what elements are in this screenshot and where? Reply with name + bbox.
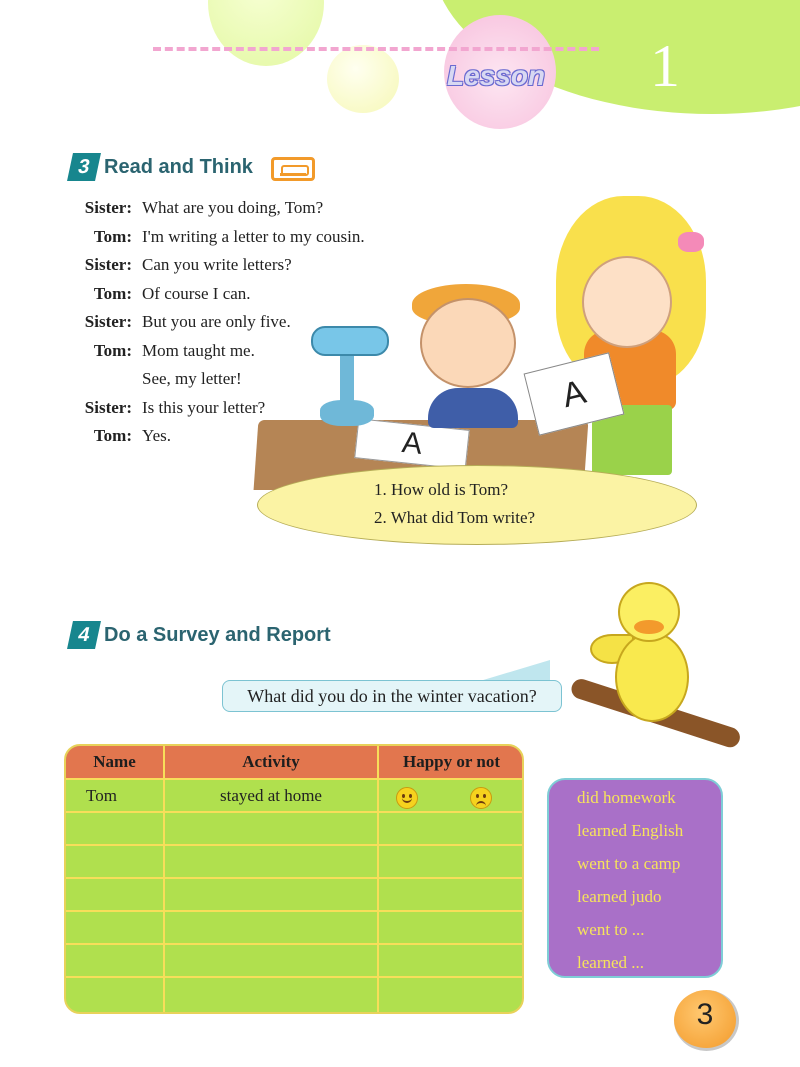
- table-row-empty[interactable]: [66, 912, 522, 945]
- hair-bow-illustration: [678, 232, 704, 252]
- phrase-item: went to ...: [577, 920, 645, 939]
- phrase-item: went to a camp: [577, 854, 681, 873]
- speaker: Sister:: [84, 255, 132, 275]
- desk-paper: A: [354, 418, 470, 469]
- cell-activity: stayed at home: [220, 785, 322, 805]
- section-3-badge: 3: [67, 153, 101, 181]
- line-text: Is this your letter?: [142, 397, 266, 417]
- speaker: Tom:: [93, 340, 132, 360]
- question-2: 2. What did Tom write?: [374, 508, 536, 527]
- cassette-icon[interactable]: [271, 157, 315, 181]
- lesson-label: Lesson: [447, 60, 546, 91]
- speech-bubble: What did you do in the winter vacation?: [222, 680, 562, 712]
- table-row-empty[interactable]: [66, 879, 522, 912]
- dialogue-line: [64, 251, 365, 280]
- speaker: Sister:: [84, 397, 132, 417]
- phrase-item: learned English: [577, 821, 684, 840]
- questions-oval: [257, 465, 697, 545]
- section-4-title: Do a Survey and Report: [104, 624, 331, 646]
- header-name: Name: [93, 752, 136, 771]
- line-text: Mom taught me.: [142, 340, 255, 360]
- table-row: [66, 780, 522, 813]
- table-row-empty[interactable]: [66, 813, 522, 846]
- section-4-badge: 4: [67, 621, 101, 649]
- bird-beak-illustration: [634, 620, 664, 634]
- happy-face-icon[interactable]: [396, 787, 418, 809]
- phrase-box: [547, 778, 723, 978]
- line-text: I'm writing a letter to my cousin.: [142, 226, 365, 246]
- section-3-title: Read and Think: [104, 156, 253, 178]
- decor-circle: [327, 45, 399, 113]
- lamp-illustration: [320, 400, 374, 426]
- line-text: What are you doing, Tom?: [142, 198, 324, 218]
- table-row-empty[interactable]: [66, 846, 522, 879]
- survey-table: [64, 744, 524, 1014]
- line-text: Of course I can.: [142, 283, 251, 303]
- line-text: Can you write letters?: [142, 255, 292, 275]
- decor-circle: [208, 0, 324, 66]
- speaker: Tom:: [93, 283, 132, 303]
- speaker: Sister:: [84, 198, 132, 218]
- dialogue-line: [64, 280, 365, 309]
- speaker: Tom:: [93, 426, 132, 446]
- phrase-item: did homework: [577, 788, 676, 807]
- line-text: Yes.: [142, 426, 171, 446]
- phrase-item: learned ...: [577, 953, 645, 972]
- girl-face-illustration: [582, 256, 672, 348]
- boy-body-illustration: [428, 388, 518, 428]
- dialogue-line: [64, 194, 365, 223]
- header-dashed-line: [153, 47, 599, 51]
- lamp-illustration: [311, 326, 389, 356]
- column-divider: [163, 746, 165, 1012]
- header-activity: Activity: [242, 752, 300, 771]
- boy-face-illustration: [420, 298, 516, 388]
- cell-name: Tom: [86, 785, 117, 805]
- header-happy: Happy or not: [403, 752, 500, 771]
- table-row-empty[interactable]: [66, 945, 522, 978]
- lesson-number: 1: [650, 33, 680, 99]
- question-1: 1. How old is Tom?: [374, 480, 509, 499]
- page-number: 3: [696, 998, 714, 1031]
- dialogue-line: [64, 365, 365, 394]
- held-paper: A: [524, 352, 625, 435]
- line-text: See, my letter!: [142, 369, 242, 389]
- bird-illustration: [615, 632, 689, 722]
- phrase-item: learned judo: [577, 887, 662, 906]
- speaker: Tom:: [93, 226, 132, 246]
- dialogue-line: [64, 223, 365, 252]
- speaker: Sister:: [84, 312, 132, 332]
- table-header: [66, 746, 522, 780]
- column-divider: [377, 746, 379, 1012]
- sad-face-icon[interactable]: [470, 787, 492, 809]
- line-text: But you are only five.: [142, 312, 291, 332]
